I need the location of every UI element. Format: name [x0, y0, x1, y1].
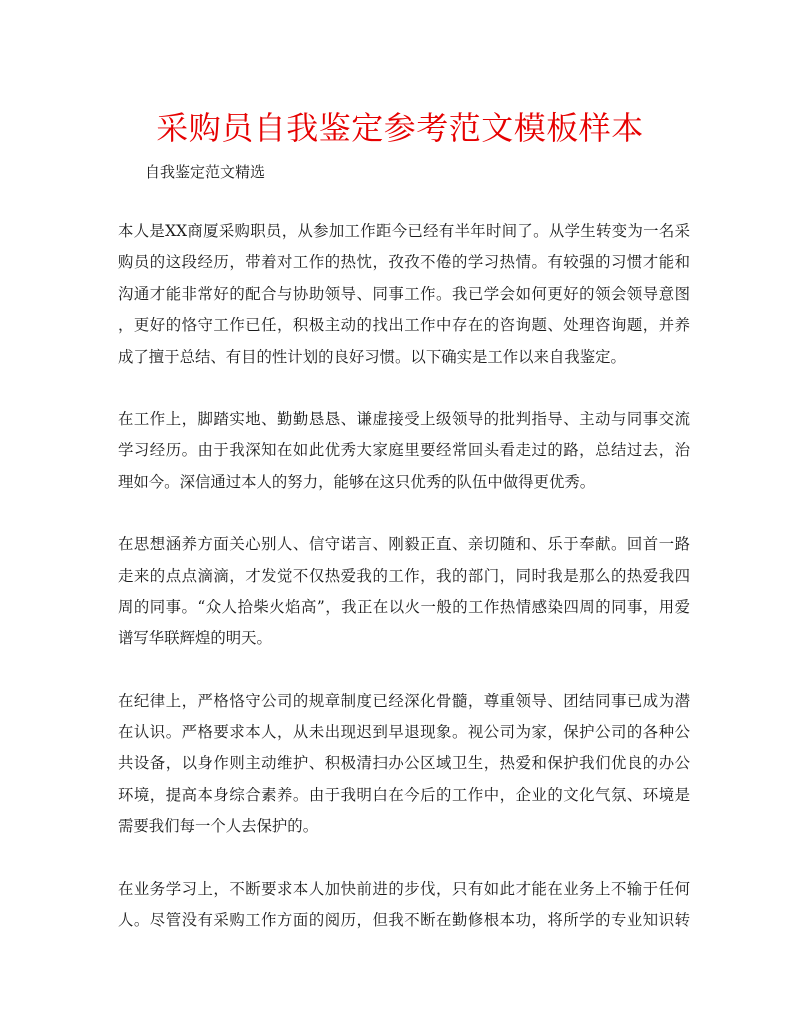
- document-body: [118, 216, 690, 967]
- paragraph-line: 成了擅于总结、有目的性计划的良好习惯。以下确实是工作以来自我鉴定。: [118, 347, 626, 366]
- paragraph-line: 需要我们每一个人去保护的。: [118, 817, 319, 836]
- paragraph-line: 理如今。深信通过本人的努力，能够在这只优秀的队伍中做得更优秀。: [118, 472, 596, 491]
- paragraph-line: ，更好的恪守工作已任，积极主动的找出工作中存在的咨询题、处理咨询题，并养: [118, 316, 690, 335]
- paragraph-5: [118, 874, 690, 937]
- paragraph-line: 走来的点点滴滴，才发觉不仅热爱我的工作，我的部门，同时我是那么的热爱我四: [118, 566, 690, 585]
- paragraph-line: 学习经历。由于我深知在如此优秀大家庭里要经常回头看走过的路，总结过去，治: [118, 441, 690, 460]
- document-subtitle: 自我鉴定范文精选: [145, 163, 266, 181]
- paragraph-line: 共设备，以身作则主动维护、积极清扫办公区域卫生，热爱和保护我们优良的办公: [118, 754, 690, 773]
- paragraph-line: 在思想涵养方面关心别人、信守诺言、刚毅正直、亲切随和、乐于奉献。回首一路: [118, 535, 690, 554]
- paragraph-line: 本人是XX商厦采购职员，从参加工作距今已经有半年时间了。从学生转变为一名采: [118, 222, 690, 240]
- paragraph-line: 在工作上，脚踏实地、勤勤恳恳、谦虚接受上级领导的批判指导、主动与同事交流: [118, 409, 690, 428]
- paragraph-line: 在纪律上，严格恪守公司的规章制度已经深化骨髓，尊重领导、团结同事已成为潜: [118, 691, 690, 710]
- paragraph-4: [118, 686, 690, 843]
- document-title: 采购员自我鉴定参考范文模板样本: [156, 109, 644, 147]
- paragraph-line: 在认识。严格要求本人，从未出现迟到早退现象。视公司为家，保护公司的各种公: [118, 723, 690, 742]
- paragraph-line: 在业务学习上，不断要求本人加快前进的步伐，只有如此才能在业务上不输于任何: [118, 879, 690, 898]
- paragraph-line: 周的同事。“众人拾柴火焰高”，我正在以火一般的工作热情感染四周的同事，用爱: [118, 597, 690, 616]
- paragraph-line: 谱写华联辉煌的明天。: [118, 629, 272, 648]
- paragraph-line: 购员的这段经历，带着对工作的热忱，孜孜不倦的学习热情。有较强的习惯才能和: [118, 253, 690, 272]
- paragraph-1: [118, 216, 690, 373]
- paragraph-line: 沟通才能非常好的配合与协助领导、同事工作。我已学会如何更好的领会领导意图: [118, 284, 690, 303]
- paragraph-line: 环境，提高本身综合素养。由于我明白在今后的工作中，企业的文化气氛、环境是: [118, 785, 690, 804]
- paragraph-2: [118, 404, 690, 498]
- paragraph-3: [118, 529, 690, 655]
- paragraph-line: 人。尽管没有采购工作方面的阅历，但我不断在勤修根本功，将所学的专业知识转: [118, 911, 690, 930]
